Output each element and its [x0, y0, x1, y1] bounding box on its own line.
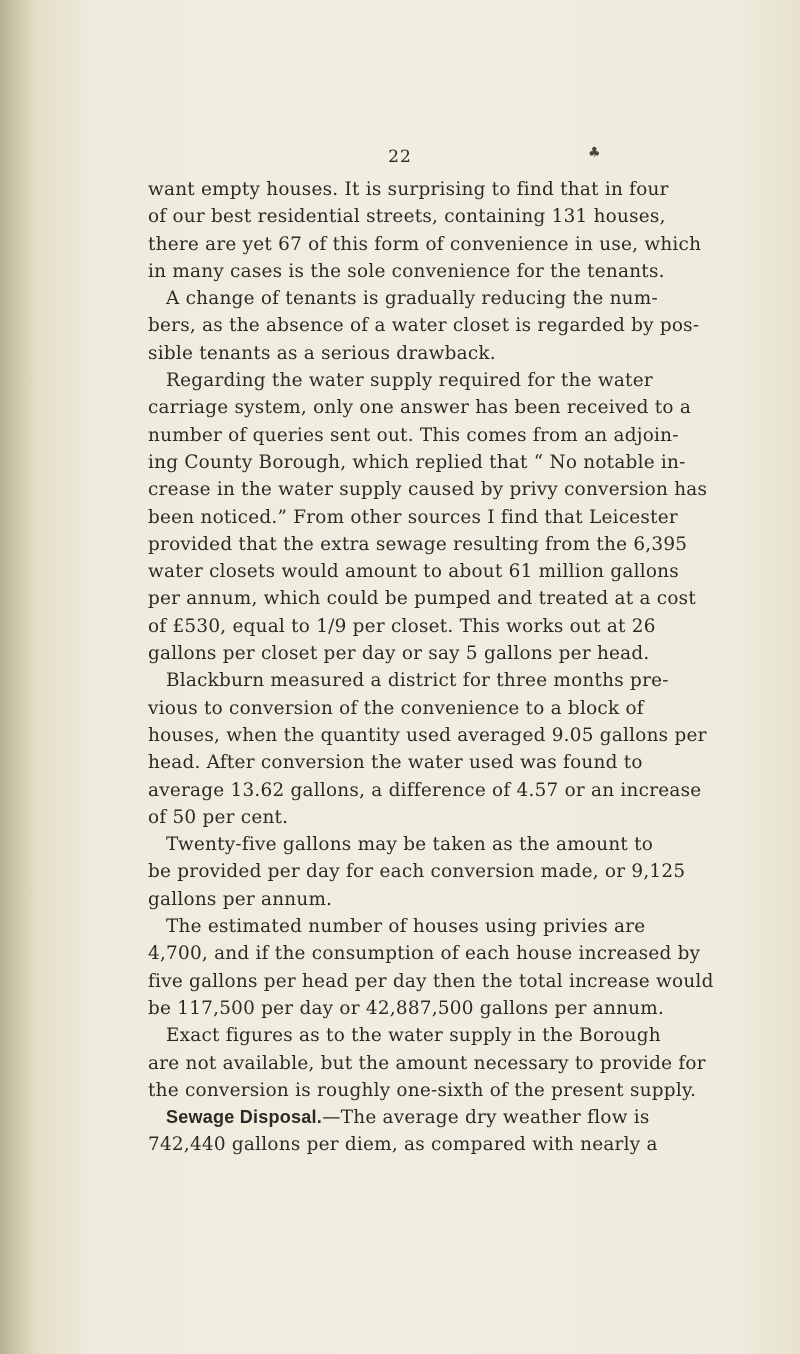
- text-line: vious to conversion of the convenience to a block of: [148, 697, 644, 719]
- text-line: of £530, equal to 1/9 per closet. This works out at 26: [148, 615, 656, 637]
- text-line: per annum, which could be pumped and treated at a cost: [148, 588, 696, 610]
- body-text: [148, 176, 776, 1159]
- text-line: gallons per closet per day or say 5 gallons per head.: [148, 643, 650, 665]
- page-number: 22: [388, 147, 412, 167]
- sewage-disposal-line: [148, 1104, 776, 1131]
- page-binding-edge: [0, 0, 32, 1354]
- paragraph-start: Exact figures as to the water supply in the Borough: [166, 1025, 661, 1047]
- text-line: bers, as the absence of a water closet is regarded by pos-: [148, 315, 700, 337]
- text-line: the conversion is roughly one-sixth of the present supply.: [148, 1079, 697, 1101]
- text-line: ing County Borough, which replied that “ No notable in-: [148, 451, 686, 473]
- text-line: sible tenants as a serious drawback.: [148, 342, 496, 364]
- text-line: average 13.62 gallons, a difference of 4.57 or an increase: [148, 779, 702, 801]
- text-line: of 50 per cent.: [148, 806, 289, 828]
- text-line: water closets would amount to about 61 million gallons: [148, 561, 679, 583]
- page-mark-icon: ♣: [588, 145, 601, 161]
- text-line: 742,440 gallons per diem, as compared with nearly a: [148, 1134, 658, 1156]
- paragraph-start: A change of tenants is gradually reducing the num-: [166, 288, 658, 310]
- text-line: houses, when the quantity used averaged 9.05 gallons per: [148, 724, 707, 746]
- text-line: in many cases is the sole convenience for the tenants.: [148, 260, 665, 282]
- text-line: there are yet 67 of this form of convenience in use, which: [148, 233, 702, 255]
- section-heading: Sewage Disposal.: [166, 1107, 323, 1128]
- text-line: been noticed.” From other sources I find that Leicester: [148, 506, 678, 528]
- text-run: —The average dry weather flow is: [322, 1107, 650, 1129]
- paragraph-start: Blackburn measured a district for three months pre-: [166, 670, 669, 692]
- text-line: of our best residential streets, containing 131 houses,: [148, 206, 666, 228]
- paragraph-start: Twenty-five gallons may be taken as the amount to: [166, 834, 654, 856]
- paragraph-start: The estimated number of houses using privies are: [166, 916, 646, 938]
- text-line: five gallons per head per day then the total increase would: [148, 970, 714, 992]
- text-line: be provided per day for each conversion made, or 9,125: [148, 861, 686, 883]
- text-line: gallons per annum.: [148, 888, 333, 910]
- text-line: head. After conversion the water used was found to: [148, 752, 643, 774]
- text-line: be 117,500 per day or 42,887,500 gallons per annum.: [148, 997, 665, 1019]
- text-line: number of queries sent out. This comes from an adjoin-: [148, 424, 679, 446]
- text-line: carriage system, only one answer has been received to a: [148, 397, 692, 419]
- text-line: are not available, but the amount necessary to provide for: [148, 1052, 706, 1074]
- text-line: 4,700, and if the consumption of each house increased by: [148, 943, 701, 965]
- paragraph-start: Regarding the water supply required for the water: [166, 370, 653, 392]
- text-line: crease in the water supply caused by privy conversion has: [148, 479, 708, 501]
- text-line: provided that the extra sewage resulting from the 6,395: [148, 533, 688, 555]
- text-line: want empty houses. It is surprising to find that in four: [148, 179, 669, 200]
